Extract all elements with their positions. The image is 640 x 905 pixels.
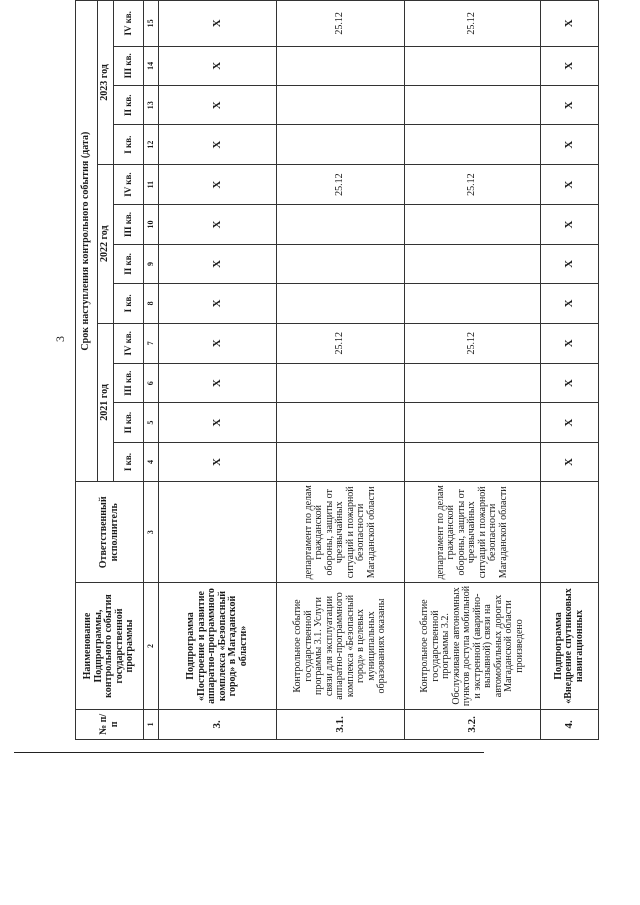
header-quarter: IV кв. [114, 164, 144, 204]
quarter-cell: Х [541, 205, 599, 244]
horizontal-rule [14, 752, 484, 753]
column-number: 7 [144, 323, 159, 363]
row-name: Подпрограмма «Построение и развитие аппаратно-программного комплекса «Безопасный город» в Магаданской области» [159, 583, 277, 709]
quarter-cell: Х [541, 442, 599, 481]
column-number: 5 [144, 403, 159, 442]
quarter-cell [405, 442, 541, 481]
table-row [159, 1, 277, 740]
header-quarter: III кв. [114, 205, 144, 244]
row-number: 3.1. [277, 709, 405, 739]
quarter-cell: Х [159, 164, 277, 204]
column-number: 1 [144, 709, 159, 739]
quarter-cell: Х [159, 125, 277, 164]
page-number: 3 [53, 336, 67, 342]
column-number: 15 [144, 1, 159, 47]
header-quarter: III кв. [114, 363, 144, 402]
quarter-cell [405, 244, 541, 283]
row-executor: департамент по делам гражданской обороны, защиты от чрезвычайных ситуаций и пожарной безопасности Магаданской области [277, 482, 405, 583]
quarter-cell: Х [541, 125, 599, 164]
quarter-cell: Х [159, 244, 277, 283]
quarter-cell [277, 86, 405, 125]
quarter-cell: 25.12 [277, 323, 405, 363]
header-quarter: I кв. [114, 442, 144, 481]
quarter-cell [277, 403, 405, 442]
quarter-cell: Х [159, 323, 277, 363]
header-year-2021: 2021 год [98, 323, 114, 482]
header-year-2023: 2023 год [98, 1, 114, 165]
header-no: № п/п [76, 709, 144, 739]
header-quarter: I кв. [114, 125, 144, 164]
table-row [405, 1, 541, 740]
quarter-cell [277, 205, 405, 244]
row-executor [541, 482, 599, 583]
row-number: 4. [541, 709, 599, 739]
header-executor: Ответственный исполнитель [76, 482, 144, 583]
row-name: Контрольное событие государственной программы 3.2. Обслуживание автономных пунктов доступа мобильной и экстренной (аварийно-вызывной) связи на автомобильных дорогах Магаданской области произведено [405, 583, 541, 709]
quarter-cell: Х [159, 284, 277, 323]
quarter-cell: Х [541, 1, 599, 47]
table-row [541, 1, 599, 740]
quarter-cell: Х [159, 205, 277, 244]
rotated-table-container [75, 0, 590, 740]
column-number: 11 [144, 164, 159, 204]
quarter-cell: Х [159, 46, 277, 85]
row-name: Контрольное событие государственной программы 3.1. Услуги связи для эксплуатации аппаратно-программного комплекса «Безопасный город» в целевых муниципальных образованиях оказаны [277, 583, 405, 709]
quarter-cell: Х [541, 363, 599, 402]
header-quarter: I кв. [114, 284, 144, 323]
column-number: 4 [144, 442, 159, 481]
quarter-cell: 25.12 [277, 164, 405, 204]
quarter-cell [405, 363, 541, 402]
row-executor: департамент по делам гражданской обороны, защиты от чрезвычайных ситуаций и пожарной безопасности Магаданской области [405, 482, 541, 583]
header-name: Наименование Подпрограммы, контрольного события государственной программы [76, 583, 144, 709]
column-number: 3 [144, 482, 159, 583]
header-quarter: II кв. [114, 403, 144, 442]
quarter-cell: Х [159, 363, 277, 402]
quarter-cell: Х [159, 1, 277, 47]
quarter-cell [277, 244, 405, 283]
header-quarter: III кв. [114, 46, 144, 85]
quarter-cell [277, 284, 405, 323]
quarter-cell: Х [159, 442, 277, 481]
header-quarter: IV кв. [114, 1, 144, 47]
column-number: 8 [144, 284, 159, 323]
quarter-cell: Х [541, 284, 599, 323]
column-number: 9 [144, 244, 159, 283]
quarter-cell [405, 403, 541, 442]
column-number: 10 [144, 205, 159, 244]
control-events-table [75, 0, 599, 740]
quarter-cell: Х [541, 323, 599, 363]
quarter-cell: Х [541, 46, 599, 85]
column-number-row [144, 1, 159, 740]
quarter-cell: 25.12 [277, 1, 405, 47]
quarter-cell [405, 205, 541, 244]
quarter-cell [277, 125, 405, 164]
quarter-cell [405, 46, 541, 85]
header-quarter: II кв. [114, 86, 144, 125]
header-quarter: IV кв. [114, 323, 144, 363]
header-term-group: Срок наступления контрольного события (дата) [76, 1, 98, 482]
column-number: 13 [144, 86, 159, 125]
quarter-cell [277, 46, 405, 85]
quarter-cell: 25.12 [405, 323, 541, 363]
quarter-cell: Х [541, 86, 599, 125]
column-number: 6 [144, 363, 159, 402]
quarter-cell: Х [159, 403, 277, 442]
quarter-cell [277, 363, 405, 402]
row-executor [159, 482, 277, 583]
quarter-cell [405, 284, 541, 323]
column-number: 2 [144, 583, 159, 709]
column-number: 14 [144, 46, 159, 85]
quarter-cell: 25.12 [405, 164, 541, 204]
quarter-cell: Х [541, 244, 599, 283]
header-year-2022: 2022 год [98, 164, 114, 323]
row-number: 3. [159, 709, 277, 739]
quarter-cell [405, 86, 541, 125]
row-number: 3.2. [405, 709, 541, 739]
row-name: Подпрограмма «Внедрение спутниковых навигационных [541, 583, 599, 709]
quarter-cell: Х [159, 86, 277, 125]
quarter-cell: Х [541, 164, 599, 204]
quarter-cell: 25.12 [405, 1, 541, 47]
quarter-cell: Х [541, 403, 599, 442]
column-number: 12 [144, 125, 159, 164]
quarter-cell [277, 442, 405, 481]
table-row [277, 1, 405, 740]
quarter-cell [405, 125, 541, 164]
header-quarter: II кв. [114, 244, 144, 283]
